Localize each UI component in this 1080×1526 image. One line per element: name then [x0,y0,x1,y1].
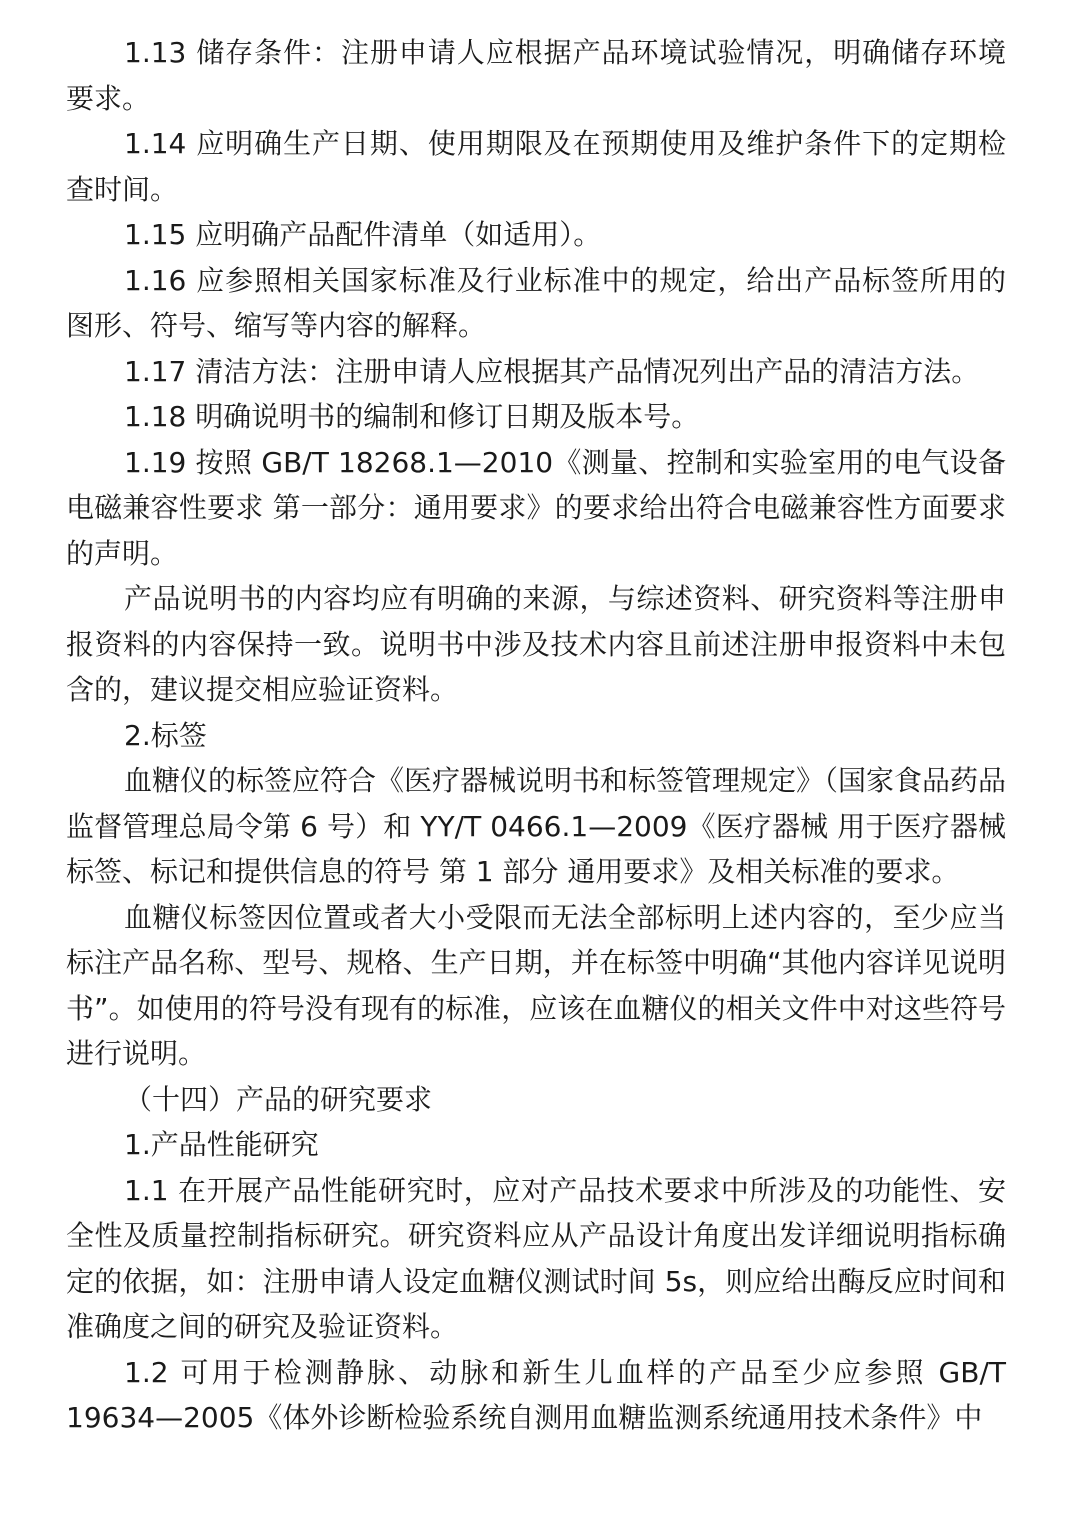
document-body [66,30,1006,1441]
paragraph-1-18-manual-version: 1.18 明确说明书的编制和修订日期及版本号。 [124,400,700,433]
paragraph-1-16-label-symbols: 1.16 应参照相关国家标准及行业标准中的规定，给出产品标签所用的图形、符号、缩写等内容的解释。 [66,263,1006,342]
paragraph-1-1-performance-study: 1.1 在开展产品性能研究时，应对产品技术要求中所涉及的功能性、安全性及质量控制指标研究。研究资料应从产品设计角度出发详细说明指标确定的依据，如：注册申请人设定血糖仪测试时间 5s，则应给出酶反应时间和准确度之间的研究及验证资料。 [66,1173,1006,1343]
paragraph-label-space-limits: 血糖仪标签因位置或者大小受限而无法全部标明上述内容的，至少应当标注产品名称、型号、规格、生产日期，并在标签中明确“其他内容详见说明书”。如使用的符号没有现有的标准，应该在血糖仪的相关文件中对这些符号进行说明。 [66,900,1006,1070]
paragraph-1-14-dates-and-inspection: 1.14 应明确生产日期、使用期限及在预期使用及维护条件下的定期检查时间。 [66,127,1006,206]
paragraph-1-2-blood-sample-types: 1.2 可用于检测静脉、动脉和新生儿血样的产品至少应参照 GB/T 19634—2005《体外诊断检验系统自测用血糖监测系统通用技术条件》中 [66,1355,1006,1434]
paragraph-1-15-accessories-list: 1.15 应明确产品配件清单（如适用）。 [124,218,602,251]
paragraph-manual-content-source: 产品说明书的内容均应有明确的来源，与综述资料、研究资料等注册申报资料的内容保持一致。说明书中涉及技术内容且前述注册申报资料中未包含的，建议提交相应验证资料。 [66,582,1006,706]
section-heading-labels: 2.标签 [124,718,207,752]
paragraph-1-13-storage-conditions: 1.13 储存条件：注册申请人应根据产品环境试验情况，明确储存环境要求。 [66,36,1006,115]
paragraph-1-17-cleaning-method: 1.17 清洁方法：注册申请人应根据其产品情况列出产品的清洁方法。 [124,354,980,388]
paragraph-label-requirements: 血糖仪的标签应符合《医疗器械说明书和标签管理规定》（国家食品药品监督管理总局令第 6 号）和 YY/T 0466.1—2009《医疗器械 用于医疗器械标签、标记和提供信息的符号 第 1 部分 通用要求》及相关标准的要求。 [66,764,1007,888]
subsection-heading-performance-research: 1.产品性能研究 [124,1128,319,1161]
paragraph-1-19-emc-statement: 1.19 按照 GB/T 18268.1—2010《测量、控制和实验室用的电气设备电磁兼容性要求 第一部分：通用要求》的要求给出符合电磁兼容性方面要求的声明。 [66,445,1006,570]
section-heading-research-requirements: （十四）产品的研究要求 [124,1082,433,1116]
